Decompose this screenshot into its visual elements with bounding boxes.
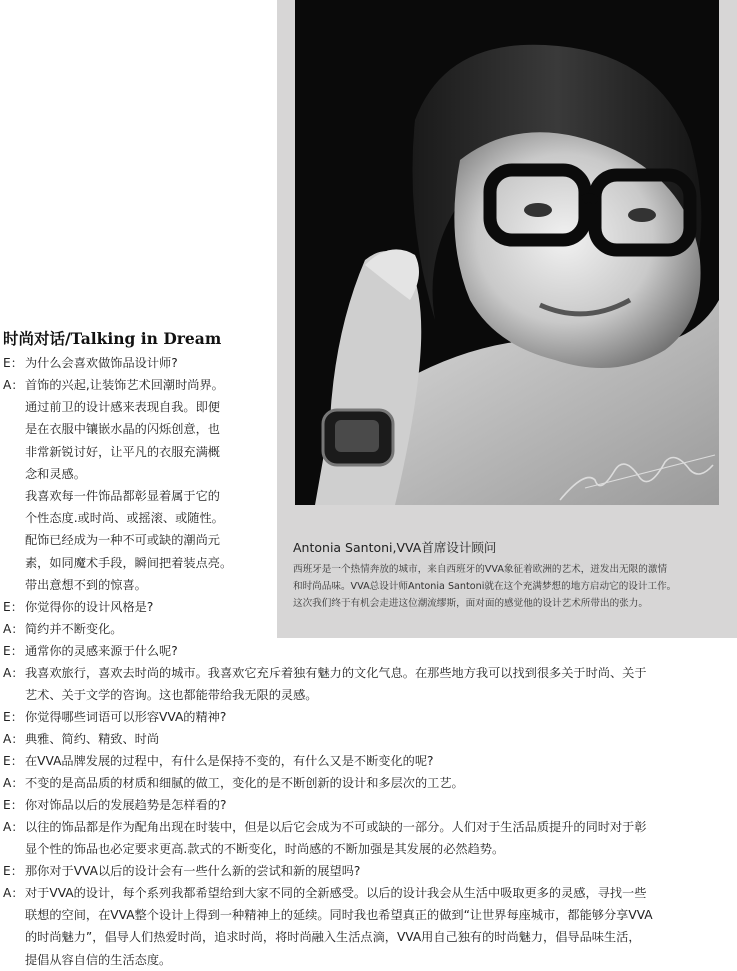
question	[3, 596, 153, 618]
dialogue-line: 那你对于VVA以后的设计会有一些什么新的尝试和新的展望吗?	[25, 864, 361, 878]
dialogue-line: 念和灵感。	[25, 466, 86, 481]
answer	[3, 618, 123, 640]
speaker-label: E：	[3, 710, 23, 724]
question	[3, 640, 178, 662]
dialogue-line: 典雅、简约、精致、时尚	[25, 732, 160, 746]
dialogue-line: 艺术、关于文学的咨询。这也都能带给我无限的灵感。	[25, 688, 318, 703]
caption-line: 这次我们终于有机会走进这位潮流缪斯，面对面的感觉他的设计艺术所带出的张力。	[293, 598, 648, 609]
dialogue-line: 简约并不断变化。	[25, 622, 123, 636]
caption-title: Antonia Santoni,VVA首席设计顾问	[293, 540, 497, 555]
question	[3, 794, 226, 816]
speaker-label: A：	[3, 886, 24, 900]
dialogue-line: 是在衣服中镶嵌水晶的闪烁创意，也	[25, 422, 220, 437]
answer	[3, 772, 464, 794]
dialogue-line: 不变的是高品质的材质和细腻的做工，变化的是不断创新的设计和多层次的工艺。	[25, 776, 464, 790]
dialogue-line: 素，如同魔术手段，瞬间把着装点亮。	[25, 555, 233, 570]
answer	[3, 816, 647, 860]
dialogue-line: 对于VVA的设计，每个系列我都希望给到大家不同的全新感受。以后的设计我会从生活中吸取更多的灵感，寻找一些	[25, 886, 647, 900]
answer	[3, 662, 647, 706]
speaker-label: A：	[3, 732, 24, 746]
speaker-label: E：	[3, 356, 23, 370]
dialogue-line: 我喜欢每一件饰品都彰显着属于它的	[25, 489, 220, 504]
speaker-label: A：	[3, 378, 24, 392]
caption-line: 西班牙是一个热情奔放的城市，来自西班牙的VVA象征着欧洲的艺术，迸发出无限的激情	[293, 564, 668, 575]
section-title: 时尚对话/Talking in Dream	[3, 329, 222, 348]
dialogue-line: 通过前卫的设计感来表现自我。即便	[25, 400, 220, 415]
speaker-label: E：	[3, 600, 23, 614]
question	[3, 860, 360, 882]
speaker-label: A：	[3, 820, 24, 834]
question	[3, 352, 178, 374]
dialogue-line: 我喜欢旅行，喜欢去时尚的城市。我喜欢它充斥着独有魅力的文化气息。在那些地方我可以找到很多关于时尚、关于	[25, 666, 647, 680]
dialogue-line: 提倡从容自信的生活态度。	[25, 952, 172, 967]
caption-line: 和时尚品味。VVA总设计师Antonia Santoni就在这个充满梦想的地方启动它的设计工作。	[293, 581, 677, 592]
portrait-photo	[295, 0, 719, 505]
dialogue-line: 配饰已经成为一种不可或缺的潮尚元	[25, 533, 220, 548]
speaker-label: A：	[3, 666, 24, 680]
speaker-label: E：	[3, 864, 23, 878]
dialogue-line: 非常新锐讨好，让平凡的衣服充满概	[25, 444, 220, 459]
dialogue-line: 你觉得哪些词语可以形容VVA的精神?	[25, 710, 227, 724]
speaker-label: E：	[3, 754, 23, 768]
speaker-label: E：	[3, 644, 23, 658]
dialogue-line: 通常你的灵感来源于什么呢?	[25, 644, 178, 658]
dialogue-line: 个性态度.或时尚、或摇滚、或随性。	[25, 511, 224, 526]
speaker-label: E：	[3, 798, 23, 812]
speaker-label: A：	[3, 622, 24, 636]
dialogue-line: 联想的空间，在VVA整个设计上得到一种精神上的延续。同时我也希望真正的做到“让世界每座城市，都能够分享VVA	[25, 908, 653, 923]
answer	[3, 374, 232, 596]
answer	[3, 882, 653, 971]
dialogue-line: 你对饰品以后的发展趋势是怎样看的?	[25, 798, 227, 812]
question	[3, 706, 226, 728]
dialogue-line: 在VVA品牌发展的过程中，有什么是保持不变的，有什么又是不断变化的呢?	[25, 754, 434, 768]
speaker-label: A：	[3, 776, 24, 790]
question	[3, 750, 434, 772]
caption-body	[293, 561, 733, 612]
dialogue-line: 首饰的兴起,让装饰艺术回潮时尚界。	[25, 378, 224, 392]
dialogue-line: 为什么会喜欢做饰品设计师?	[25, 356, 178, 370]
dialogue-line: 带出意想不到的惊喜。	[25, 577, 147, 592]
dialogue-line: 你觉得你的设计风格是?	[25, 600, 154, 614]
dialogue-line: 以往的饰品都是作为配角出现在时装中，但是以后它会成为不可或缺的一部分。人们对于生活品质提升的同时对于彰	[25, 820, 647, 834]
photo-panel	[277, 0, 737, 638]
dialogue-line: 显个性的饰品也必定要求更高.款式的不断变化，时尚感的不断加强是其发展的必然趋势。	[25, 842, 505, 857]
dialogue-line: 的时尚魅力”，倡导人们热爱时尚，追求时尚，将时尚融入生活点滴，VVA用自己独有的时尚魅力，倡导品味生活，	[25, 930, 641, 945]
answer	[3, 728, 159, 750]
